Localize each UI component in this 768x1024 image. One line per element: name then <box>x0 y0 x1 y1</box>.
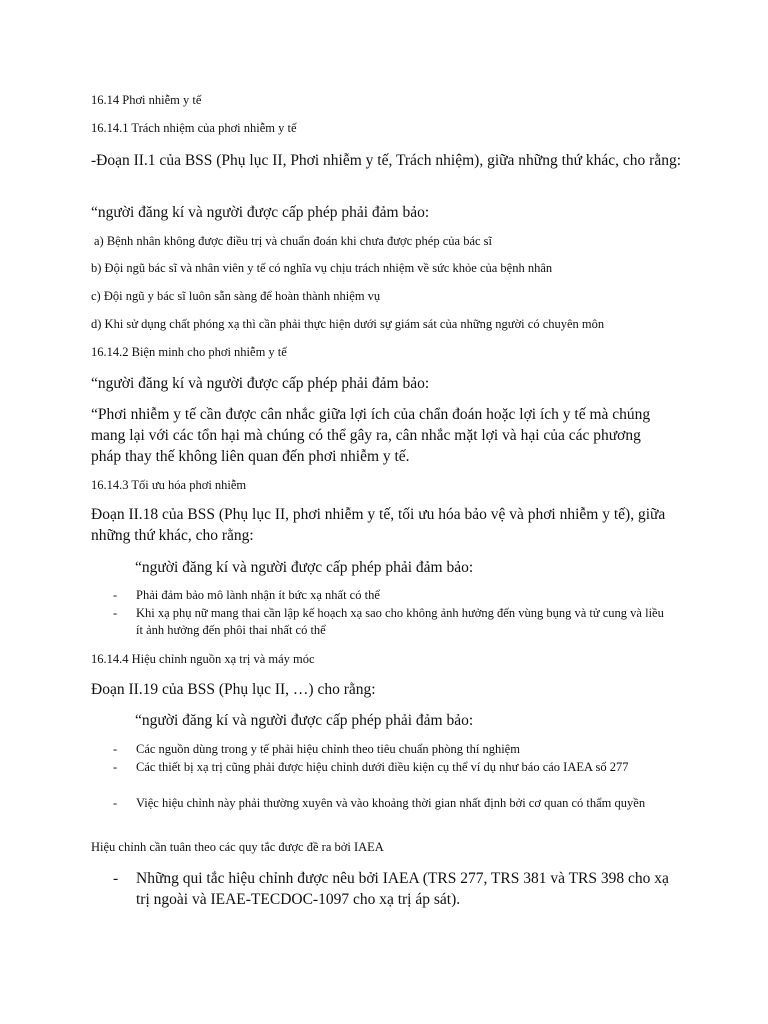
paragraph-ii19: Đoạn II.19 của BSS (Phụ lục II, …) cho rằng: <box>91 681 376 698</box>
list-item-c: c) Đội ngũ y bác sĩ luôn sẵn sàng để hoàn thành nhiệm vụ <box>91 289 381 303</box>
bullet-item <box>113 741 668 758</box>
bullet-text: Việc hiệu chỉnh này phải thường xuyên và vào khoảng thời gian nhất định bởi cơ quan có thẩm quyền <box>136 796 646 810</box>
quote-line-2: “người đăng kí và người được cấp phép phải đảm bảo: <box>91 375 430 392</box>
bullet-text: Những qui tắc hiệu chỉnh được nêu bởi IAEA (TRS 277, TRS 381 và TRS 398 cho xạ trị ngoài và IEAE-TECDOC-1097 cho xạ trị áp sát). <box>136 870 669 908</box>
bullet-dash: - <box>113 870 119 887</box>
paragraph-ii18: Đoạn II.18 của BSS (Phụ lục II, phơi nhiễm y tế, tối ưu hóa bảo vệ và phơi nhiễm y tế), giữa những thứ khác, cho rằng: <box>91 506 666 544</box>
section-heading-16-14: 16.14 Phơi nhiễm y tế <box>91 93 202 107</box>
list-item-a: a) Bệnh nhân không được điều trị và chuẩn đoán khi chưa được phép của bác sĩ <box>94 234 493 248</box>
bullet-dash: - <box>113 588 118 602</box>
bullet-text: Khi xạ phụ nữ mang thai cần lập kế hoạch xạ sao cho không ảnh hưởng đến vùng bụng và tử cung và liều ít ảnh hưởng đến phôi thai nhất có thể <box>136 606 664 637</box>
bullet-dash: - <box>113 742 118 756</box>
bullet-text: Các nguồn dùng trong y tế phải hiệu chỉnh theo tiêu chuẩn phòng thí nghiệm <box>136 742 520 756</box>
quote-line-1: “người đăng kí và người được cấp phép phải đảm bảo: <box>91 204 430 221</box>
bullet-item <box>113 795 668 812</box>
bullet-text: Các thiết bị xạ trị cũng phải được hiệu chỉnh dưới điều kiện cụ thể ví dụ như báo cáo IAEA số 277 <box>136 760 629 774</box>
list-item-b: b) Đội ngũ bác sĩ và nhân viên y tế có nghĩa vụ chịu trách nhiệm về sức khỏe của bệnh nhân <box>91 261 553 275</box>
bullet-text: Phải đảm bảo mô lành nhận ít bức xạ nhất có thể <box>136 588 380 602</box>
bullet-dash: - <box>113 796 118 810</box>
bullet-item <box>113 759 668 776</box>
section-heading-16-14-2: 16.14.2 Biện minh cho phơi nhiễm y tế <box>91 345 287 359</box>
quote-line-3: “người đăng kí và người được cấp phép phải đảm bảo: <box>135 559 474 576</box>
section-heading-16-14-4: 16.14.4 Hiệu chỉnh nguồn xạ trị và máy móc <box>91 652 315 666</box>
paragraph-ii1: -Đoạn II.1 của BSS (Phụ lục II, Phơi nhiễm y tế, Trách nhiệm), giữa những thứ khác, cho rằng: <box>91 152 682 169</box>
section-heading-16-14-1: 16.14.1 Trách nhiệm của phơi nhiễm y tế <box>91 121 297 135</box>
bullet-dash: - <box>113 760 118 774</box>
list-item-d: d) Khi sử dụng chất phóng xạ thì cần phải thực hiện dưới sự giám sát của những người có chuyên môn <box>91 317 605 331</box>
bullet-item <box>113 587 673 604</box>
quote-line-4: “người đăng kí và người được cấp phép phải đảm bảo: <box>135 712 474 729</box>
paragraph-justification: “Phơi nhiễm y tế cần được cân nhắc giữa lợi ích của chẩn đoán hoặc lợi ích y tế mà chúng mang lại với các tổn hại mà chúng có thể gây ra, cân nhắc mặt lợi và hại của các phương pháp thay thế không liên quan đến phơi nhiễm y tế. <box>91 406 651 465</box>
paragraph-iaea: Hiệu chỉnh cần tuân theo các quy tắc được đề ra bởi IAEA <box>91 840 384 854</box>
bullet-item <box>113 868 683 910</box>
bullet-item <box>113 605 673 639</box>
bullet-dash: - <box>113 606 118 620</box>
section-heading-16-14-3: 16.14.3 Tối ưu hóa phơi nhiễm <box>91 478 247 492</box>
